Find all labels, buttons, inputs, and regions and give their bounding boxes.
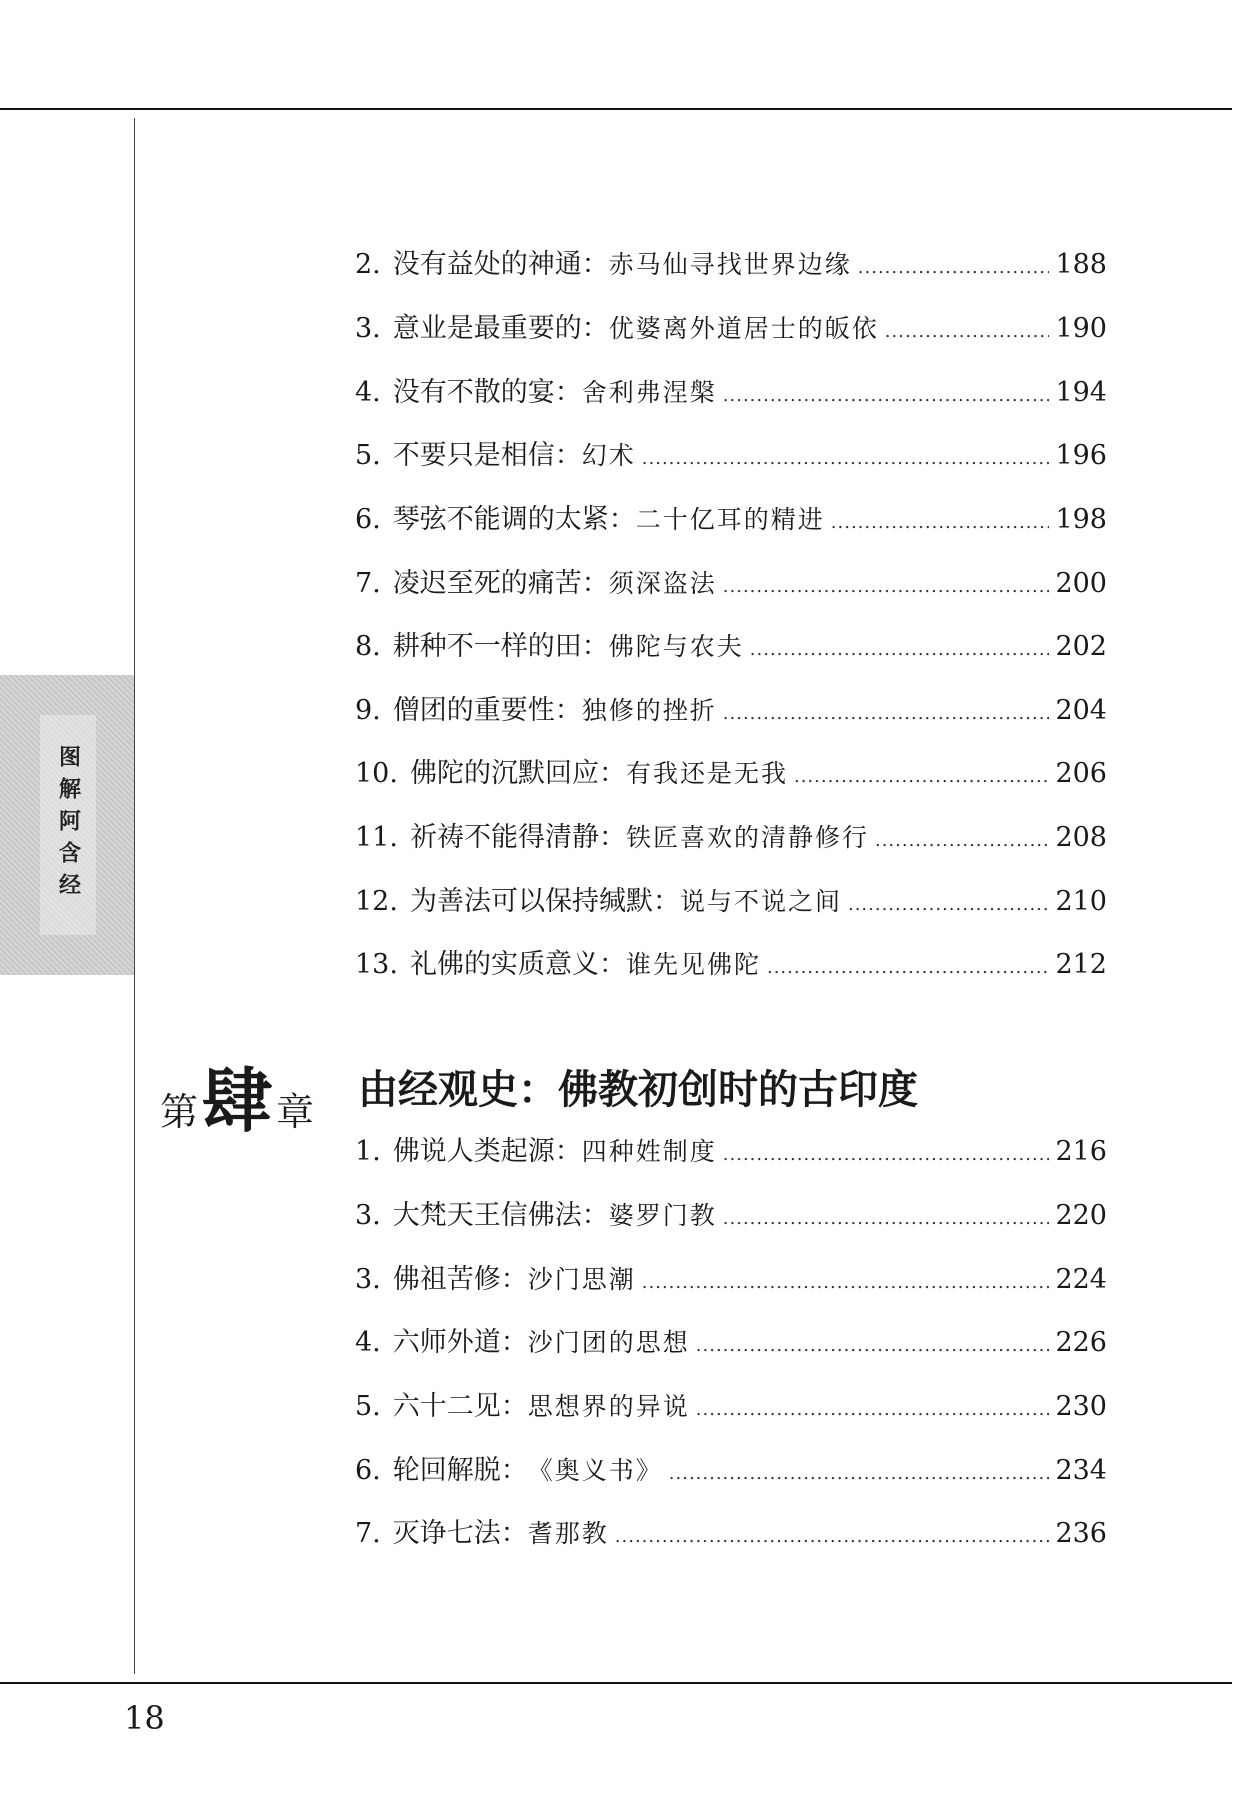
chapter-label: [160, 1055, 315, 1142]
toc-entry[interactable]: [355, 1387, 1107, 1427]
toc-entry-page: 234: [1055, 1455, 1107, 1486]
toc-entry-number: 3.: [355, 313, 381, 344]
toc-entry-subtitle: 铁匠喜欢的清静修行: [625, 823, 869, 852]
toc-entry-subtitle: 舍利弗涅槃: [581, 378, 717, 407]
toc-entry-page: 206: [1055, 758, 1107, 789]
toc-entry-title: 轮回解脱：: [392, 1455, 528, 1486]
toc-entry[interactable]: [355, 373, 1107, 413]
footer-rule: [0, 1682, 1232, 1684]
toc-entry[interactable]: [355, 691, 1107, 731]
toc-entry-subtitle: 思想界的异说: [527, 1392, 690, 1421]
toc-entry-page: 226: [1055, 1327, 1107, 1358]
header-rule: [0, 108, 1232, 110]
toc-entry[interactable]: [355, 564, 1107, 604]
toc-entry-title: 六师外道：: [392, 1327, 528, 1358]
dot-leader: [723, 1135, 1050, 1175]
toc-entry-page: 202: [1055, 631, 1107, 662]
toc-entry-page: 236: [1055, 1518, 1107, 1549]
toc-entry[interactable]: [355, 245, 1107, 285]
toc-entry-subtitle: 有我还是无我: [625, 759, 788, 788]
toc-entry-title: 祈祷不能得清静：: [409, 822, 626, 853]
toc-entry-number: 2.: [355, 249, 381, 280]
dot-leader: [794, 757, 1049, 797]
toc-entry-title: 灭诤七法：: [392, 1518, 528, 1549]
dot-leader: [885, 312, 1050, 352]
toc-entry-number: 1.: [355, 1136, 381, 1167]
toc-entry-number: 12.: [355, 886, 398, 917]
toc-entry[interactable]: [355, 818, 1107, 858]
side-tab: [0, 675, 134, 975]
chapter-suffix: 章: [276, 1090, 315, 1134]
toc-entry-page: 196: [1055, 440, 1107, 471]
toc-entry-page: 212: [1055, 949, 1107, 980]
toc-entry-page: 224: [1055, 1264, 1107, 1295]
dot-leader: [723, 376, 1050, 416]
toc-entry-subtitle: 二十亿耳的精进: [635, 505, 825, 534]
toc-entry-number: 5.: [355, 440, 381, 471]
toc-entry-page: 198: [1055, 504, 1107, 535]
toc-entry-subtitle: 婆罗门教: [608, 1201, 717, 1230]
toc-entry-number: 6.: [355, 504, 381, 535]
toc-entry-subtitle: 谁先见佛陀: [625, 950, 761, 979]
toc-entry-number: 4.: [355, 1327, 381, 1358]
toc-entry-title: 凌迟至死的痛苦：: [392, 568, 609, 599]
dot-leader: [848, 885, 1049, 925]
toc-entry[interactable]: [355, 436, 1107, 476]
toc-entry-title: 大梵天王信佛法：: [392, 1200, 609, 1231]
toc-entry-title: 佛说人类起源：: [392, 1136, 582, 1167]
toc-entry-subtitle: 幻术: [581, 441, 636, 470]
toc-entry-subtitle: 耆那教: [527, 1519, 609, 1548]
toc-entry-subtitle: 佛陀与农夫: [608, 632, 744, 661]
toc-entry[interactable]: [355, 882, 1107, 922]
toc-entry-number: 11.: [355, 822, 398, 853]
dot-leader: [696, 1326, 1050, 1366]
dot-leader: [723, 1199, 1050, 1239]
toc-entry-page: 188: [1055, 249, 1107, 280]
toc-entry-number: 4.: [355, 377, 381, 408]
toc-entry-subtitle: 优婆离外道居士的皈依: [608, 314, 879, 343]
toc-entry[interactable]: [355, 945, 1107, 985]
toc-entry-title: 六十二见：: [392, 1391, 528, 1422]
page-number: 18: [124, 1699, 165, 1737]
toc-entry-title: 佛祖苦修：: [392, 1264, 528, 1295]
toc-entry-subtitle: 说与不说之间: [679, 887, 842, 916]
toc-entry[interactable]: [355, 1260, 1107, 1300]
toc-entry[interactable]: [355, 1451, 1107, 1491]
toc-entry-title: 没有益处的神通：: [392, 249, 609, 280]
toc-entry-title: 佛陀的沉默回应：: [409, 758, 626, 789]
toc-entry-title: 琴弦不能调的太紧：: [392, 504, 636, 535]
toc-entry[interactable]: [355, 309, 1107, 349]
toc-entry[interactable]: [355, 1323, 1107, 1363]
dot-leader: [750, 630, 1050, 670]
toc-entry-number: 3.: [355, 1264, 381, 1295]
margin-rule: [134, 118, 135, 1674]
dot-leader: [858, 248, 1050, 288]
toc-entry-page: 210: [1055, 886, 1107, 917]
chapter-numeral: 肆: [202, 1059, 273, 1142]
toc-entry-number: 13.: [355, 949, 398, 980]
toc-entry-page: 204: [1055, 695, 1107, 726]
dot-leader: [669, 1454, 1050, 1494]
dot-leader: [642, 439, 1050, 479]
toc-entry-subtitle: 四种姓制度: [581, 1137, 717, 1166]
toc-entry-page: 208: [1055, 822, 1107, 853]
toc-entry-title: 不要只是相信：: [392, 440, 582, 471]
toc-entry[interactable]: [355, 754, 1107, 794]
toc-entry-page: 216: [1055, 1136, 1107, 1167]
toc-entry-subtitle: 《奥义书》: [527, 1456, 663, 1485]
dot-leader: [831, 503, 1050, 543]
toc-entry-number: 5.: [355, 1391, 381, 1422]
toc-entry[interactable]: [355, 627, 1107, 667]
toc-entry-subtitle: 赤马仙寻找世界边缘: [608, 250, 852, 279]
toc-entry-number: 10.: [355, 758, 398, 789]
chapter-prefix: 第: [160, 1090, 199, 1134]
toc-entry-number: 3.: [355, 1200, 381, 1231]
toc-entry-subtitle: 独修的挫折: [581, 696, 717, 725]
dot-leader: [696, 1390, 1050, 1430]
toc-entry[interactable]: [355, 1514, 1107, 1554]
toc-entry-page: 190: [1055, 313, 1107, 344]
toc-entry-title: 为善法可以保持缄默：: [409, 886, 680, 917]
toc-entry-number: 9.: [355, 695, 381, 726]
toc-entry-title: 没有不散的宴：: [392, 377, 582, 408]
side-tab-label: 图解阿含经: [40, 715, 96, 935]
toc-entry-subtitle: 须深盗法: [608, 569, 717, 598]
toc-entry-page: 200: [1055, 568, 1107, 599]
toc-entry-subtitle: 沙门团的思想: [527, 1328, 690, 1357]
toc-entry[interactable]: [355, 500, 1107, 540]
toc-entry-title: 意业是最重要的：: [392, 313, 609, 344]
dot-leader: [615, 1517, 1050, 1557]
dot-leader: [875, 821, 1049, 861]
toc-entry-page: 194: [1055, 377, 1107, 408]
dot-leader: [723, 694, 1050, 734]
toc-entry-number: 7.: [355, 568, 381, 599]
toc-entry[interactable]: [355, 1196, 1107, 1236]
toc-entry-number: 8.: [355, 631, 381, 662]
dot-leader: [642, 1263, 1050, 1303]
toc-entry-title: 耕种不一样的田：: [392, 631, 609, 662]
toc-entry-title: 礼佛的实质意义：: [409, 949, 626, 980]
toc-entry-subtitle: 沙门思潮: [527, 1265, 636, 1294]
toc-entry-number: 6.: [355, 1455, 381, 1486]
dot-leader: [723, 567, 1050, 607]
chapter-title[interactable]: 由经观史：佛教初创时的古印度: [358, 1066, 918, 1113]
toc-entry-number: 7.: [355, 1518, 381, 1549]
toc-entry[interactable]: [355, 1132, 1107, 1172]
toc-entry-title: 僧团的重要性：: [392, 695, 582, 726]
toc-entry-page: 220: [1055, 1200, 1107, 1231]
dot-leader: [767, 948, 1049, 988]
toc-entry-page: 230: [1055, 1391, 1107, 1422]
